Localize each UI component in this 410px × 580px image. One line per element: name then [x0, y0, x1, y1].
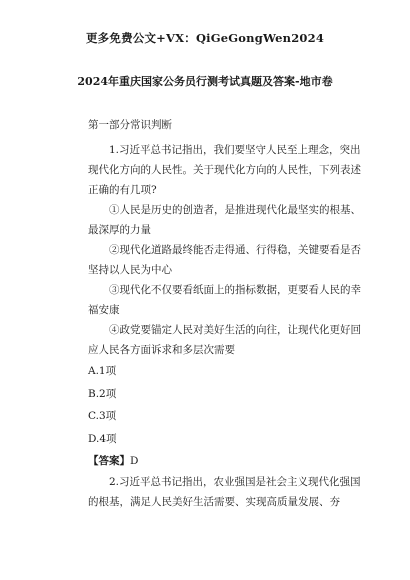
- answer-label: 【答案】: [88, 455, 130, 467]
- document-body: [88, 117, 363, 512]
- question-1-option-a: A.1项: [88, 365, 117, 377]
- question-1-option-b: B.2项: [88, 387, 117, 400]
- section-heading: 第一部分常识判断: [88, 119, 172, 131]
- question-1-item-4: ④政党要锚定人民对美好生活的向往，让现代化更好回应人民各方面诉求和多层次需要: [88, 324, 361, 356]
- question-1-item-1: ①人民是历史的创造者，是推进现代化最坚实的根基、最深厚的力量: [88, 204, 361, 236]
- question-1-option-c: C.3项: [88, 410, 117, 422]
- question-2-stem: 2.习近平总书记指出，农业强国是社会主义现代化强国的根基，满足人民美好生活需要、实现高质量发展、夯: [88, 476, 361, 508]
- document-title: 2024年重庆国家公务员行测考试真题及答案-地市卷: [77, 75, 333, 88]
- question-1-item-3: ③现代化不仅要看纸面上的指标数据，更要看人民的幸福安康: [88, 284, 361, 316]
- question-1-option-d: D.4项: [88, 432, 117, 445]
- question-1-answer: [88, 450, 363, 472]
- answer-value: D: [130, 455, 139, 467]
- question-1-item-2: ②现代化道路最终能否走得通、行得稳，关键要看是否坚持以人民为中心: [88, 244, 361, 276]
- page-header: 更多免费公文+VX：QiGeGongWen2024: [85, 31, 325, 45]
- question-1-stem: 1.习近平总书记指出，我们要坚守人民至上理念，突出现代化方向的人民性。关于现代化方向的人民性，下列表述正确的有几项?: [88, 144, 361, 196]
